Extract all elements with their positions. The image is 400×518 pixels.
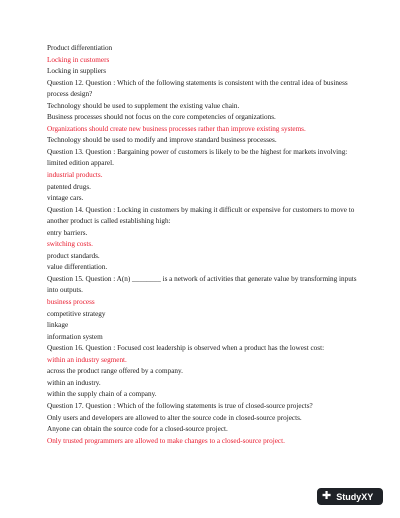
question-text: Question 12. Question : Which of the following statements is consistent with the central idea of business process design? — [47, 78, 348, 99]
answer-option: value differentiation. — [47, 263, 108, 272]
answer-option: Product differentiation — [47, 44, 113, 52]
question-text: Question 15. Question : A(n) ________ is a network of activities that generate value by transforming inputs into outputs. — [47, 274, 357, 295]
question-text: Question 13. Question : Bargaining power of customers is likely to be the highest for markets involving: — [47, 147, 348, 156]
answer-option: Business processes should not focus on the core competencies of organizations. — [47, 113, 276, 122]
answer-option: limited edition apparel. — [47, 159, 114, 168]
answer-option: competitive strategy — [47, 309, 106, 318]
answer-highlighted: switching costs. — [47, 240, 93, 249]
answer-option: Technology should be used to modify and improve standard business processes. — [47, 136, 277, 145]
question-text: Question 17. Question : Which of the following statements is true of closed-source projects? — [47, 401, 313, 410]
answer-option: linkage — [47, 321, 69, 330]
answer-option: entry barriers. — [47, 228, 88, 237]
question-text: Question 16. Question : Focused cost leadership is observed when a product has the lowest cost: — [47, 344, 325, 353]
answer-option: Anyone can obtain the source code for a closed-source project. — [47, 425, 228, 434]
answer-highlighted: business process — [47, 298, 95, 307]
answer-option: information system — [47, 332, 103, 341]
plus-icon: ✚ — [322, 490, 332, 502]
brand-label: StudyXY — [336, 491, 374, 502]
answer-highlighted: Organizations should create new business processes rather than improve existing systems. — [47, 124, 306, 133]
answer-highlighted: Only trusted programmers are allowed to make changes to a closed-source project. — [47, 436, 285, 445]
answer-highlighted: industrial products. — [47, 171, 103, 180]
studyxy-badge[interactable] — [317, 488, 383, 505]
answer-option: product standards. — [47, 251, 100, 260]
answer-option: within an industry. — [47, 378, 101, 387]
answer-option: across the product range offered by a company. — [47, 367, 183, 376]
answer-option: vintage cars. — [47, 194, 84, 203]
question-text: Question 14. Question : Locking in customers by making it difficult or expensive for customers to move to another product is called establishing high: — [47, 205, 355, 226]
answer-highlighted: within an industry segment. — [47, 355, 127, 364]
answer-option: Locking in suppliers — [47, 67, 107, 76]
answer-highlighted: Locking in customers — [47, 55, 110, 64]
answer-option: patented drugs. — [47, 182, 91, 191]
answer-option: within the supply chain of a company. — [47, 390, 157, 399]
document-body — [47, 43, 365, 447]
answer-option: Only users and developers are allowed to alter the source code in closed-source projects. — [47, 413, 302, 422]
answer-option: Technology should be used to supplement the existing value chain. — [47, 101, 240, 110]
